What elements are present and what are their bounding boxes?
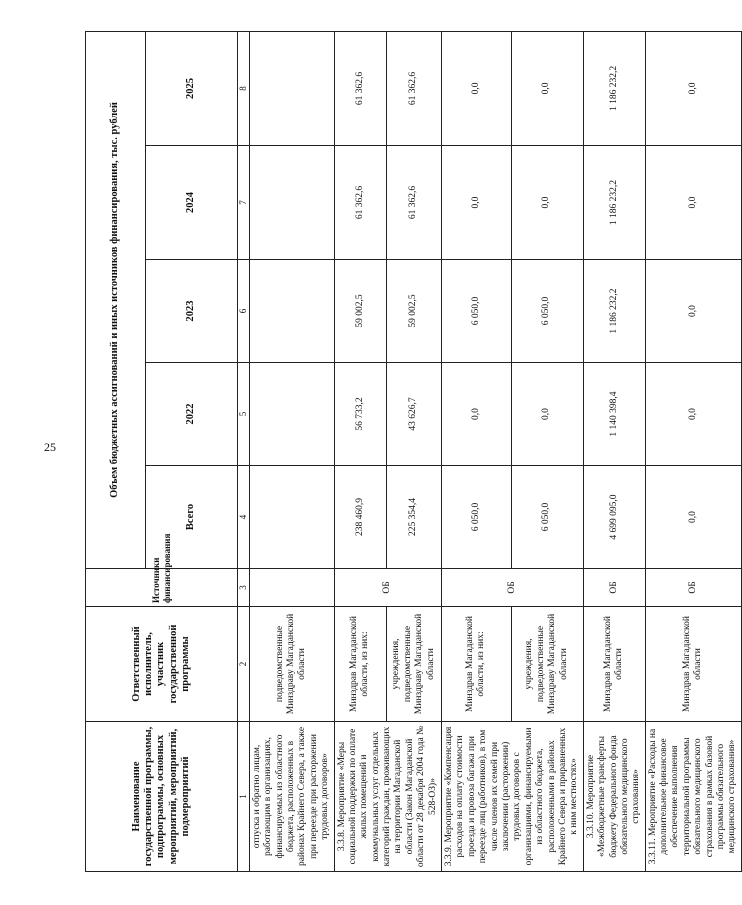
row-name: отпуска и обратно лицам, работающим в организациях, финансируемых из областного бюджета, расположенных в районах Крайнего Севера, а также при переезде при расторжении трудовых договоров» [249, 722, 334, 872]
row-value-sub: 0,0 [511, 31, 583, 145]
row-name: 3.3.11. Мероприятие «Расходы на дополнительное финансовое обеспечение выполнения территориальной программы обязательного медицинского страхования в рамках базовой программы обязательного медицинского страхования» [645, 722, 741, 872]
financing-table [85, 31, 742, 872]
row-value: 238 460,9 [334, 466, 387, 569]
row-executor: подведомственные Минздраву Магаданской области [249, 607, 334, 722]
row-value: 6 050,0 [442, 466, 511, 569]
row-value: 1 140 398,4 [583, 363, 645, 466]
row-value: 4 699 095,0 [583, 466, 645, 569]
column-index: 1 [238, 722, 250, 872]
row-value-sub: 59 002,5 [387, 260, 442, 363]
column-index: 3 [238, 569, 250, 607]
row-source: ОБ [334, 569, 442, 607]
table-row [442, 31, 511, 871]
column-index-row [238, 31, 250, 871]
row-value: 1 186 232,2 [583, 146, 645, 260]
row-value-sub: 6 050,0 [511, 466, 583, 569]
row-value-sub: 0,0 [511, 363, 583, 466]
row-executor: Минздрав Магаданской области [583, 607, 645, 722]
column-index: 4 [238, 466, 250, 569]
row-value [249, 31, 334, 145]
row-name: 3.3.9. Мероприятие «Компенсация расходов на оплату стоимости проезда и провоза багажа при переезде лиц (работников), в том числе членов их семей при заключении (расторжении) трудовых договоров с организациями, финансируемыми из областного бюджета, расположенными в районах Крайнего Севера и приравненных к ним местностях» [442, 722, 584, 872]
row-value: 59 002,5 [334, 260, 387, 363]
row-value: 6 050,0 [442, 260, 511, 363]
row-source [249, 569, 334, 607]
header-year: 2023 [146, 260, 238, 363]
header-year: Всего [146, 466, 238, 569]
row-executor-sub: учреждения, подведомственные Минздраву Магаданской области [511, 607, 583, 722]
row-value-sub: 61 362,6 [387, 31, 442, 145]
row-value [249, 260, 334, 363]
row-value-sub: 225 354,4 [387, 466, 442, 569]
page-number: 25 [44, 440, 56, 454]
row-value: 56 733,2 [334, 363, 387, 466]
row-value [249, 466, 334, 569]
row-value: 0,0 [645, 466, 741, 569]
header-executor: Ответственный исполнитель, участник государственной программы [86, 607, 238, 722]
row-value: 0,0 [442, 146, 511, 260]
table-row [249, 31, 334, 871]
row-executor-sub: учреждения, подведомственные Минздраву Магаданской области [387, 607, 442, 722]
row-name: 3.3.8. Мероприятие «Меры социальной поддержки по оплате жилых помещений и коммунальных услуг отдельных категорий граждан, проживающих на территории Магаданской области (Закон Магаданской области от 28 декабря 2004 года № 528-ОЗ)» [334, 722, 442, 872]
column-index: 6 [238, 260, 250, 363]
header-year: 2024 [146, 146, 238, 260]
header-year: 2022 [146, 363, 238, 466]
row-value: 61 362,6 [334, 146, 387, 260]
rotated-table-container [85, 32, 738, 872]
row-value: 61 362,6 [334, 31, 387, 145]
row-value-sub: 6 050,0 [511, 260, 583, 363]
header-volume: Объем бюджетных ассигнований и иных источников финансирования, тыс. рублей [86, 31, 146, 568]
column-index: 7 [238, 146, 250, 260]
row-executor: Минздрав Магаданской области, из них: [334, 607, 387, 722]
row-value-sub: 61 362,6 [387, 146, 442, 260]
row-executor: Минздрав Магаданской области, из них: [442, 607, 511, 722]
row-value-sub: 43 626,7 [387, 363, 442, 466]
row-value: 1 186 232,2 [583, 260, 645, 363]
header-row [86, 31, 146, 871]
table-row [334, 31, 387, 871]
row-executor: Минздрав Магаданской области [645, 607, 741, 722]
row-value: 0,0 [442, 363, 511, 466]
header-year: 2025 [146, 31, 238, 145]
row-value: 0,0 [442, 31, 511, 145]
row-source: ОБ [645, 569, 741, 607]
table-row [583, 31, 645, 871]
header-source: Источники финансирования [86, 569, 238, 607]
row-value [249, 146, 334, 260]
row-value [249, 363, 334, 466]
row-value: 0,0 [645, 146, 741, 260]
row-value: 1 186 232,2 [583, 31, 645, 145]
row-value: 0,0 [645, 31, 741, 145]
row-source: ОБ [442, 569, 584, 607]
table-row [645, 31, 741, 871]
row-value-sub: 0,0 [511, 146, 583, 260]
header-name: Наименование государственной программы, подпрограммы, основных мероприятий, мероприятий, подмероприятий [86, 722, 238, 872]
column-index: 8 [238, 31, 250, 145]
row-name: 3.3.10. Мероприятие «Межбюджетные трансферты бюджету Федерального фонда обязательного медицинского страхования» [583, 722, 645, 872]
row-value: 0,0 [645, 260, 741, 363]
column-index: 5 [238, 363, 250, 466]
row-source: ОБ [583, 569, 645, 607]
row-value: 0,0 [645, 363, 741, 466]
column-index: 2 [238, 607, 250, 722]
